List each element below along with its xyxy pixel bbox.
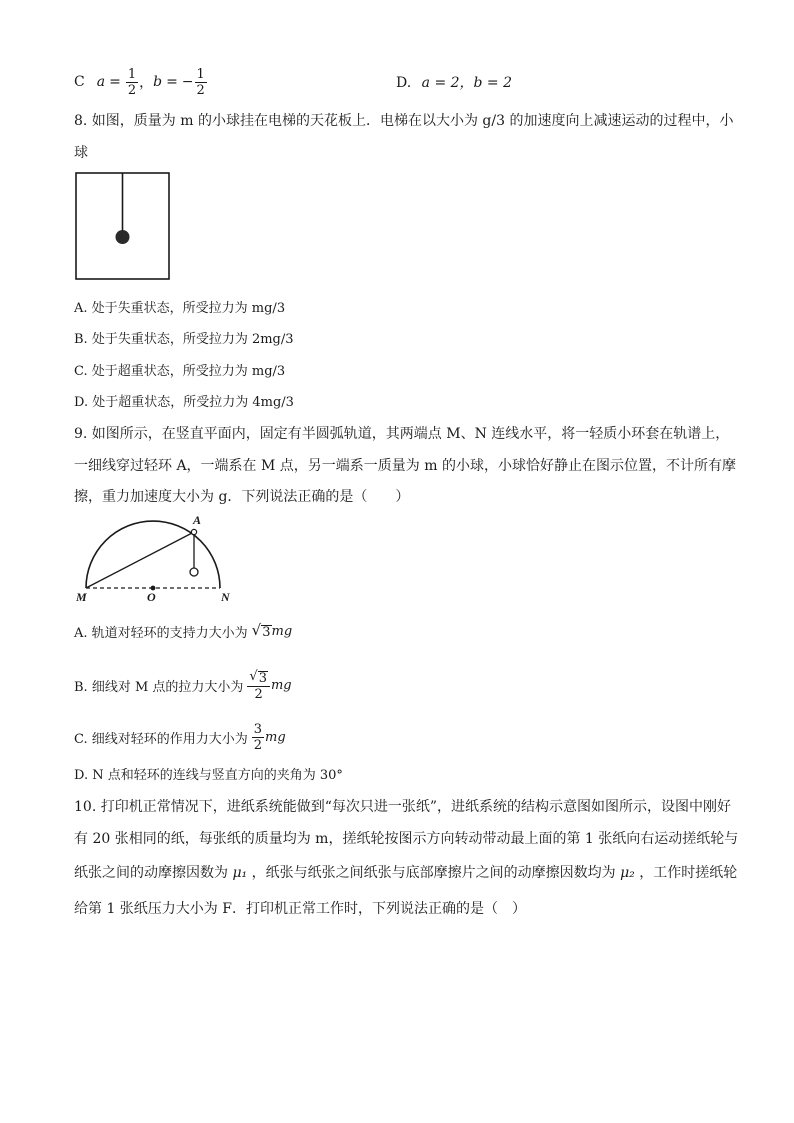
sqrt-3: √ 3 (251, 621, 271, 640)
q8-option-b: B. 处于失重状态，所受拉力为 2mg/3 (74, 332, 294, 347)
q9-option-c: C. 细线对轻环的作用力大小为 $\frac{3}{2}$ mg (74, 721, 286, 753)
q10-line4: 给第 1 张纸压力大小为 F．打印机正常工作时，下列说法正确的是（ ） (74, 901, 526, 917)
q9-stem-line2: 一细线穿过轻环 A，一端系在 M 点，另一端系一质量为 m 的小球，小球恰好静止在图示位置，不计所有摩 (74, 458, 736, 474)
q9-stem-line1: 9. 如图所示，在竖直平面内，固定有半圆弧轨道，其两端点 M、N 连线水平，将一轻质小环套在轨谱上， (74, 426, 730, 442)
mu1-symbol: μ₁ (232, 865, 248, 881)
q9-option-b: B. 细线对 M 点的拉力大小为 √ 3 2 mg (74, 668, 292, 702)
q8-stem-line1: 8. 如图，质量为 m 的小球挂在电梯的天花板上．电梯在以大小为 g/3 的加速度向上减速运动的过程中，小 (74, 113, 734, 129)
q9-stem-line3: 擦，重力加速度大小为 g．下列说法正确的是（ ） (74, 489, 410, 505)
q7-option-d-label: D. (396, 75, 412, 91)
q9-option-a: A. 轨道对轻环的支持力大小为 √ 3 mg (74, 621, 293, 641)
label-a: A (193, 513, 202, 527)
q9-option-c-fraction: $\frac{3}{2}$ (253, 721, 263, 753)
q7-option-c-a: a (96, 74, 106, 90)
q10-line1: 10. 打印机正常情况下，进纸系统能做到“每次只进一张纸”，进纸系统的结构示意图如图所示，设图中刚好 (74, 799, 732, 815)
q8-option-d: D. 处于超重状态，所受拉力为 4mg/3 (74, 395, 294, 410)
elevator-figure (75, 172, 171, 282)
q10-line3: 纸张之间的动摩擦因数为 μ₁ ，纸张与纸张之间纸张与底部摩擦片之间的动摩擦因数均为 μ₂ ，工作时搓纸轮 (74, 865, 738, 881)
mu2-symbol: μ₂ (620, 865, 635, 881)
hanging-ball (116, 230, 130, 244)
string-m-to-a (86, 532, 194, 588)
q8-option-c: C. 处于超重状态，所受拉力为 mg/3 (74, 364, 286, 379)
q9-option-d: D. N 点和轻环的连线与竖直方向的夹角为 30° (74, 768, 343, 783)
q8-option-a: A. 处于失重状态，所受拉力为 mg/3 (74, 301, 286, 316)
q9-option-b-fraction: √ 3 2 (247, 669, 270, 702)
q10-line2: 有 20 张相同的纸，每张纸的质量均为 m，搓纸轮按图示方向转动带动最上面的第 1 张纸向右运动搓纸轮与 (74, 831, 739, 847)
q7-option-d (396, 72, 512, 92)
q7-option-d-text: a = 2，b = 2 (421, 75, 513, 91)
q8-stem-line2: 球 (74, 145, 88, 161)
q7-option-c-label: C (74, 74, 85, 90)
q7-option-c-b-fraction: $\frac{1}{2}$ (196, 66, 205, 98)
q7-option-c-a-fraction: $\frac{1}{2}$ (127, 66, 137, 98)
q7-option-c: C a = $\frac{1}{2}$ ， b = − $\frac{1}{2}$ (74, 66, 205, 98)
q7-option-c-b: b (153, 74, 163, 90)
label-m: M (76, 590, 87, 603)
label-n: N (221, 590, 230, 603)
semicircle-track-figure (76, 513, 246, 603)
small-ball (190, 568, 198, 576)
light-ring-a (191, 529, 196, 534)
label-o: O (147, 590, 156, 603)
